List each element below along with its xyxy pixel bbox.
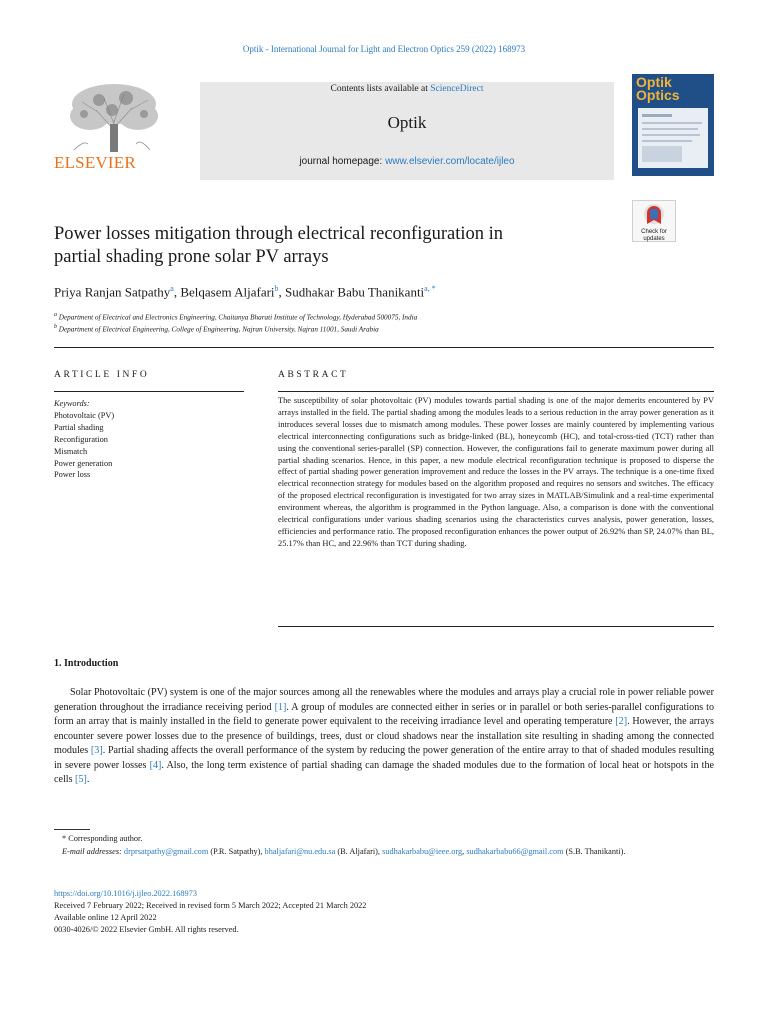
abstract-text: The susceptibility of solar photovoltaic (PV) modules towards partial shading is one of the major demerits encountered by PV arrays installed in the field. The partial shading among the modules leads to a serious reduction in the array power generation as it introduces several losses due to mismatch among modules. These power losses are mainly countered by implementing various electrical interconnecting configurations such as bridge-linked (BL), honeycomb (HC), and total-cross-tied (TCT) rather than using the conventional series-parallel (SP) connection. However, the configurations fail to generate maximum power during all partial shading scenarios. Hence, in this paper, a new module electrical reconfiguration technique is proposed to disperse the effect of partial shading power generation improvement and reduce the losses in the PV arrays. The technique is a one-time fixed electrical reconnection strategy for modules based on the algorithm proposed and requires no sensors and switches. The efficacy of the proposed electrical reconfiguration is investigated for two array sizes in MATLAB/Simulink and a real-time experimental environment whereas, the algorithm is programmed in the Python language. Also, a comparison is done with the conventional electrical configurations under various shading scenarios using the characteristics curves analysis, power generation, losses, efficiencies and performance ratio. The proposed reconfiguration enhances the power output of 26.92% than SP, 24.07% than BL, 25.17% than HC, and 22.96% than TCT during shading. — [278, 396, 714, 548]
affiliation-mark: b — [54, 324, 57, 330]
keyword-item: Power generation — [54, 458, 113, 468]
affiliation-b — [54, 324, 379, 333]
keyword-item: Partial shading — [54, 422, 104, 432]
intro-text: Solar Photovoltaic (PV) system is one of the major sources among all the renewables where the modules and arrays play a crucial role in power reliable power generation throughout the irradiance receiving period — [54, 687, 714, 713]
journal-citation[interactable]: Optik - International Journal for Light and Electron Optics 259 (2022) 168973 — [242, 44, 526, 54]
article-title — [54, 223, 614, 269]
email-label: E-mail addresses: — [62, 847, 122, 856]
author-name[interactable]: Priya Ranjan Satpathy — [54, 284, 171, 300]
keyword-item: Photovoltaic (PV) — [54, 410, 115, 420]
publisher-wordmark: ELSEVIER — [54, 153, 136, 172]
author-name[interactable]: Sudhakar Babu Thanikanti — [285, 284, 425, 300]
section-heading-introduction: 1. Introduction — [54, 658, 119, 669]
author-affiliation-mark[interactable]: b — [274, 284, 279, 293]
email-owner: (B. Aljafari), — [335, 847, 383, 856]
affiliation-text: Department of Electrical and Electronics Engineering, Chaitanya Bharati Institute of Technology, Hyderabad 500075, India — [58, 313, 418, 322]
elsevier-tree-logo — [54, 80, 174, 152]
email-owner: (S.B. Thanikanti). — [563, 847, 626, 856]
homepage-link[interactable]: www.elsevier.com/locate/ijleo — [385, 156, 515, 167]
intro-text: . Also, the long term existence of partial shading can damage the shaded modules due to the formation of local heat or hotspots in the cells — [54, 759, 715, 785]
author-affiliation-mark[interactable]: a, * — [424, 284, 436, 293]
check-updates-icon — [643, 203, 665, 227]
cover-title: Optik Optics — [636, 74, 680, 103]
email-owner: , — [462, 847, 467, 856]
email-link[interactable]: bhaljafari@nu.edu.sa — [264, 847, 336, 856]
author-separator: , — [278, 284, 286, 300]
homepage-prefix: journal homepage: — [299, 156, 386, 167]
email-owner: (P.R. Satpathy), — [208, 847, 265, 856]
citation-link[interactable]: [3] — [90, 745, 103, 756]
citation-link[interactable]: [5] — [75, 774, 87, 785]
keywords-label: Keywords: — [54, 399, 90, 408]
title-line-1: Power losses mitigation through electrical reconfiguration in — [54, 224, 504, 244]
author-list — [54, 284, 436, 300]
check-updates-label: Check for updates — [641, 229, 667, 242]
article-info-heading: ARTICLE INFO — [54, 370, 150, 380]
footnote-rule — [54, 829, 90, 830]
author-separator: , — [173, 284, 181, 300]
available-online: Available online 12 April 2022 — [54, 912, 157, 922]
divider — [278, 391, 714, 392]
email-link[interactable]: sudhakarbabu@ieee.org — [382, 847, 463, 856]
journal-homepage — [200, 156, 614, 167]
affiliation-mark: a — [54, 312, 57, 318]
citation-link[interactable]: [2] — [615, 716, 628, 727]
intro-text: . However, the arrays encounter severe power losses due to the presence of buildings, trees, dust or cloud shadows near the installation site resulting in shading among the connected modules — [54, 716, 714, 756]
contents-line — [200, 84, 614, 94]
keyword-item: Power loss — [54, 470, 91, 480]
keywords-block — [54, 398, 114, 481]
affiliation-text: Department of Electrical Engineering, College of Engineering, Najran University, Najran 11001, Saudi Arabia — [58, 325, 379, 334]
publication-info — [54, 888, 366, 936]
intro-text: . Partial shading affects the overall performance of the system by reducing the power generation of the entire array to that of shaded modules resulting in severe power losses — [54, 745, 714, 771]
citation-link[interactable]: [1] — [274, 701, 287, 713]
author-name[interactable]: Belqasem Aljafari — [180, 284, 275, 300]
abstract-heading: ABSTRACT — [278, 370, 349, 380]
keyword-item: Reconfiguration — [54, 434, 108, 444]
citation-link[interactable]: [4] — [149, 759, 162, 771]
intro-text: . — [86, 774, 90, 785]
corresponding-text: * Corresponding author. — [62, 834, 143, 843]
author-affiliation-mark[interactable]: a — [170, 284, 174, 293]
corresponding-author-note — [54, 833, 714, 845]
contents-prefix: Contents lists available at — [330, 84, 431, 94]
article-history: Received 7 February 2022; Received in revised form 5 March 2022; Accepted 21 March 2022 — [54, 900, 367, 910]
introduction-paragraph — [54, 686, 714, 788]
doi-link[interactable]: https://doi.org/10.1016/j.ijleo.2022.168973 — [54, 889, 197, 898]
sciencedirect-link[interactable]: ScienceDirect — [430, 84, 484, 94]
divider — [278, 626, 714, 627]
keyword-item: Mismatch — [54, 446, 88, 456]
title-line-2: partial shading prone solar PV arrays — [54, 247, 329, 267]
email-link[interactable]: drprsatpathy@gmail.com — [123, 847, 209, 856]
copyright: 0030-4026/© 2022 Elsevier GmbH. All rights reserved. — [54, 924, 239, 934]
divider — [54, 347, 714, 348]
journal-name: Optik — [387, 113, 427, 132]
email-addresses — [54, 846, 714, 858]
check-for-updates-button[interactable] — [632, 200, 676, 242]
intro-text: . A group of modules are connected either in series or in parallel or both series-parallel configurations to form an array that is mainly installed in the field to generate power equivalent to the receiving irradiance level and operating temperature — [54, 701, 714, 727]
affiliation-a — [54, 312, 417, 321]
email-link[interactable]: sudhakarbabu66@gmail.com — [466, 847, 564, 856]
divider — [54, 391, 244, 392]
